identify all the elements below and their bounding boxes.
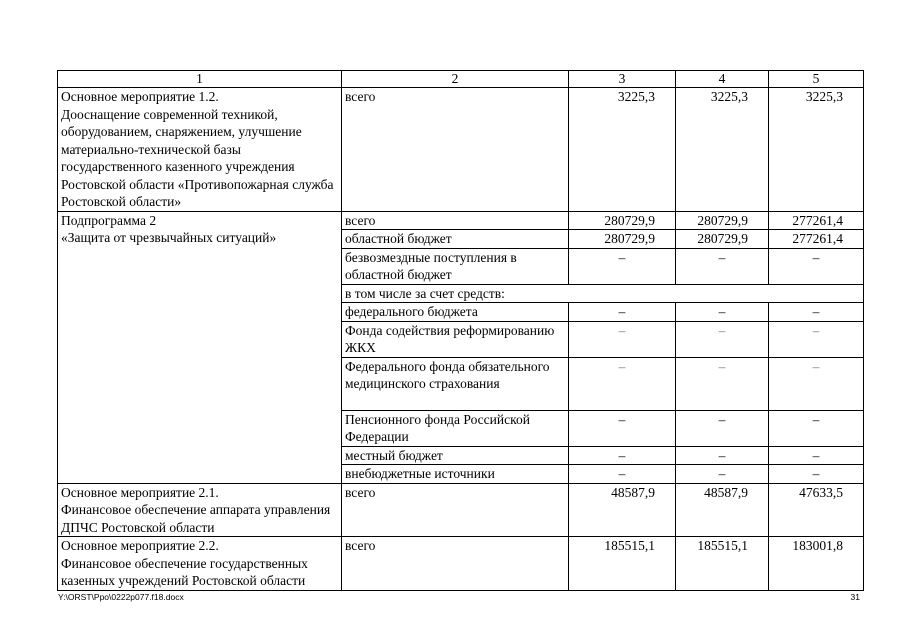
value-cell-col4: 3225,3: [676, 88, 769, 212]
table-row: [58, 483, 864, 537]
value-cell-col5: –: [769, 465, 864, 484]
funding-source-cell: всего: [342, 211, 569, 230]
value-cell-col4: 185515,1: [676, 537, 769, 591]
value-cell-col4: –: [676, 465, 769, 484]
table-row: [58, 88, 864, 212]
value-cell-col3: –: [569, 321, 676, 357]
funding-source-cell: всего: [342, 483, 569, 537]
value-cell-col3: 48587,9: [569, 483, 676, 537]
value-cell-col3: –: [569, 465, 676, 484]
value-cell-col3: 3225,3: [569, 88, 676, 212]
funding-source-cell: Пенсионного фонда Российской Федерации: [342, 410, 569, 446]
budget-table: [57, 70, 864, 591]
value-cell-col4: –: [676, 357, 769, 410]
funding-source-cell: безвозмездные поступления в областной бюджет: [342, 248, 569, 284]
value-cell-col5: 277261,4: [769, 211, 864, 230]
value-cell-col5: –: [769, 248, 864, 284]
column-header-4: 4: [676, 71, 769, 88]
funding-source-cell: местный бюджет: [342, 446, 569, 465]
value-cell-col3: –: [569, 446, 676, 465]
table-header-row: [58, 71, 864, 88]
value-cell-col3: –: [569, 248, 676, 284]
document-file-path: Y:\ORST\Ppo\0222p077.f18.docx: [58, 592, 184, 602]
value-cell-col4: –: [676, 303, 769, 322]
value-cell-col3: 280729,9: [569, 211, 676, 230]
funding-source-cell: Федерального фонда обязательного медицинского страхования: [342, 357, 569, 410]
table-row: [58, 537, 864, 591]
funding-source-cell: федерального бюджета: [342, 303, 569, 322]
column-header-2: 2: [342, 71, 569, 88]
value-cell-col4: 280729,9: [676, 211, 769, 230]
value-cell-col5: –: [769, 321, 864, 357]
page-number: 31: [850, 592, 860, 602]
value-cell-col3: –: [569, 410, 676, 446]
column-header-1: 1: [58, 71, 342, 88]
column-header-3: 3: [569, 71, 676, 88]
event-name-cell: Основное мероприятие 2.1. Финансовое обеспечение аппарата управления ДПЧС Ростовской области: [58, 483, 342, 537]
value-cell-col3: –: [569, 357, 676, 410]
value-cell-col3: –: [569, 303, 676, 322]
funding-source-cell: Фонда содействия реформированию ЖКХ: [342, 321, 569, 357]
value-cell-col5: 47633,5: [769, 483, 864, 537]
value-cell-col5: –: [769, 357, 864, 410]
value-cell-col4: –: [676, 446, 769, 465]
value-cell-col4: –: [676, 248, 769, 284]
value-cell-col4: –: [676, 410, 769, 446]
value-cell-col5: –: [769, 303, 864, 322]
funding-source-cell: областной бюджет: [342, 230, 569, 249]
value-cell-col4: –: [676, 321, 769, 357]
value-cell-col5: 277261,4: [769, 230, 864, 249]
value-cell-col5: 183001,8: [769, 537, 864, 591]
value-cell-col5: 3225,3: [769, 88, 864, 212]
subprogram-name-cell: Подпрограмма 2 «Защита от чрезвычайных ситуаций»: [58, 211, 342, 483]
event-name-cell: Основное мероприятие 2.2. Финансовое обеспечение государственных казенных учреждений Ростовской области: [58, 537, 342, 591]
value-cell-col4: 280729,9: [676, 230, 769, 249]
value-cell-col3: 185515,1: [569, 537, 676, 591]
value-cell-col4: 48587,9: [676, 483, 769, 537]
funding-source-cell: внебюджетные источники: [342, 465, 569, 484]
funding-source-cell: всего: [342, 537, 569, 591]
event-name-cell: Основное мероприятие 1.2. Дооснащение современной техникой, оборудованием, снаряжением, улучшение материально-технической базы государственного казенного учреждения Ростовской области «Противопожарная служба Ростовской области»: [58, 88, 342, 212]
funding-source-cell: всего: [342, 88, 569, 212]
value-cell-col3: 280729,9: [569, 230, 676, 249]
table-row: [58, 211, 864, 230]
column-header-5: 5: [769, 71, 864, 88]
funding-subheading-cell: в том числе за счет средств:: [342, 284, 864, 303]
value-cell-col5: –: [769, 446, 864, 465]
value-cell-col5: –: [769, 410, 864, 446]
